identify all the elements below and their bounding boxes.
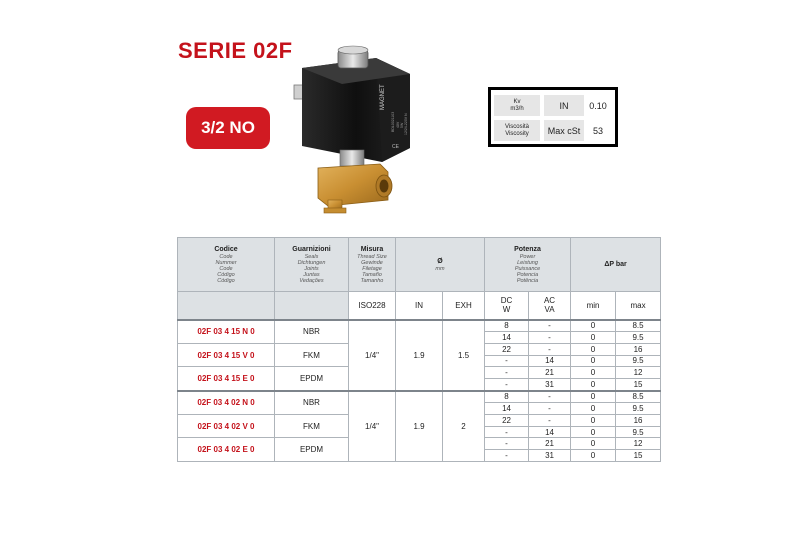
header-size-lang: Gewinde <box>361 259 383 266</box>
product-code: 02F 03 4 02 E 0 <box>178 438 275 461</box>
spec-table-body <box>178 320 661 462</box>
seal-material: FKM <box>275 343 349 366</box>
header-seals-lang: Dichtungen <box>297 259 326 266</box>
dp-max: 9.5 <box>616 403 661 415</box>
product-code: 02F 03 4 02 N 0 <box>178 391 275 415</box>
power-ac: - <box>529 343 571 355</box>
subheader-ac-bottom: VA <box>544 305 555 315</box>
header-code-main: Codice <box>214 245 238 253</box>
power-ac: 21 <box>529 367 571 379</box>
header-size-main: Misura <box>360 245 384 253</box>
viscosity-key: Max cSt <box>544 120 584 141</box>
power-dc: 8 <box>485 320 529 332</box>
kv-viscosity-box <box>488 87 618 147</box>
dp-max: 16 <box>616 415 661 427</box>
table-row <box>178 391 661 403</box>
header-code-lang: Code <box>219 253 233 260</box>
dp-min: 0 <box>571 378 616 390</box>
dp-max: 15 <box>616 378 661 390</box>
power-dc: - <box>485 450 529 462</box>
coil-brand-text: MAGNET <box>380 84 386 110</box>
dp-max: 8.5 <box>616 320 661 332</box>
header-power <box>485 238 571 292</box>
power-ac: 14 <box>529 426 571 438</box>
power-ac: - <box>529 332 571 344</box>
header-power-main: Potenza <box>514 245 541 253</box>
orifice-in: 1.9 <box>396 320 443 391</box>
dp-min: 0 <box>571 320 616 332</box>
product-code: 02F 03 4 02 V 0 <box>178 415 275 438</box>
viscosity-row <box>494 118 612 143</box>
dp-min: 0 <box>571 450 616 462</box>
power-ac: - <box>529 403 571 415</box>
product-code: 02F 03 4 15 V 0 <box>178 343 275 366</box>
header-size-lang: Tamanho <box>360 277 384 284</box>
header-power-lang: Potencia <box>516 271 539 278</box>
power-dc: 22 <box>485 343 529 355</box>
orifice-in: 1.9 <box>396 391 443 462</box>
table-header-row <box>178 238 661 292</box>
subheader-iso: ISO228 <box>349 292 396 320</box>
viscosity-label-line2: Viscosity <box>505 130 529 137</box>
product-code: 02F 03 4 15 N 0 <box>178 320 275 344</box>
header-size-lang: Tamaño <box>362 271 382 278</box>
solenoid-valve-image <box>288 40 418 215</box>
power-dc: 14 <box>485 403 529 415</box>
dp-min: 0 <box>571 415 616 427</box>
subheader-min: min <box>571 292 616 320</box>
header-power-lang: Potência <box>516 277 539 284</box>
power-ac: 21 <box>529 438 571 450</box>
power-dc: - <box>485 438 529 450</box>
dp-min: 0 <box>571 391 616 403</box>
thread-size: 1/4" <box>349 320 396 391</box>
kv-row <box>494 93 612 118</box>
subheader-dc-bottom: W <box>502 305 511 315</box>
kv-label-line2: m3/h <box>510 105 524 112</box>
header-code-lang: Code <box>219 265 233 272</box>
seal-material: NBR <box>275 320 349 344</box>
header-power-lang: Puissance <box>514 265 541 272</box>
type-badge: 3/2 NO <box>186 107 270 149</box>
serie-title: SERIE 02F <box>178 38 293 63</box>
header-delta-p <box>571 238 661 292</box>
subheader-empty <box>275 292 349 320</box>
header-diameter-main: Ø <box>437 257 443 265</box>
viscosity-label-line1: Viscosità <box>505 123 529 130</box>
header-seals-lang: Vedações <box>299 277 324 284</box>
header-diameter-unit: mm <box>435 265 445 272</box>
header-size-lang: Thread Size <box>357 253 387 260</box>
subheader-max: max <box>616 292 661 320</box>
power-dc: - <box>485 367 529 379</box>
power-dc: - <box>485 355 529 367</box>
header-power-lang: Power <box>519 253 536 260</box>
header-diameter <box>396 238 485 292</box>
power-ac: - <box>529 415 571 427</box>
header-seals-lang: Seals <box>304 253 319 260</box>
dp-min: 0 <box>571 438 616 450</box>
header-code-lang: Código <box>217 271 235 278</box>
seal-material: FKM <box>275 415 349 438</box>
power-dc: 22 <box>485 415 529 427</box>
seal-material: EPDM <box>275 367 349 391</box>
power-ac: - <box>529 391 571 403</box>
dp-max: 15 <box>616 450 661 462</box>
power-ac: 31 <box>529 450 571 462</box>
power-ac: 14 <box>529 355 571 367</box>
dp-min: 0 <box>571 403 616 415</box>
dp-max: 8.5 <box>616 391 661 403</box>
header-code <box>178 238 275 292</box>
subheader-ac-top: AC <box>543 296 556 306</box>
power-ac: 31 <box>529 378 571 390</box>
thread-size: 1/4" <box>349 391 396 462</box>
header-seals-lang: Juntas <box>303 271 320 278</box>
kv-label <box>494 95 540 116</box>
product-code: 02F 03 4 15 E 0 <box>178 367 275 391</box>
kv-key: IN <box>544 95 584 116</box>
spec-table <box>177 237 661 462</box>
viscosity-label <box>494 120 540 141</box>
dp-min: 0 <box>571 343 616 355</box>
dp-min: 0 <box>571 367 616 379</box>
kv-value: 0.10 <box>589 100 607 111</box>
header-size <box>349 238 396 292</box>
header-size-lang: Filetage <box>362 265 382 272</box>
orifice-exh: 1.5 <box>443 320 485 391</box>
header-power-lang: Leistung <box>517 259 538 266</box>
dp-min: 0 <box>571 355 616 367</box>
power-dc: - <box>485 378 529 390</box>
power-ac: - <box>529 320 571 332</box>
ce-mark-icon: CE <box>392 144 399 150</box>
power-dc: 8 <box>485 391 529 403</box>
subheader-exh: EXH <box>443 292 485 320</box>
dp-max: 16 <box>616 343 661 355</box>
dp-max: 12 <box>616 367 661 379</box>
dp-min: 0 <box>571 332 616 344</box>
kv-label-line1: Kv <box>513 98 521 105</box>
seal-material: NBR <box>275 391 349 415</box>
coil-text-3: 5W <box>400 122 404 128</box>
dp-max: 9.5 <box>616 426 661 438</box>
header-delta-p-main: ΔP bar <box>604 260 627 268</box>
header-seals-lang: Joints <box>304 265 319 272</box>
seal-material: EPDM <box>275 438 349 461</box>
dp-max: 9.5 <box>616 332 661 344</box>
subheader-dc <box>485 292 529 320</box>
subheader-ac <box>529 292 571 320</box>
dp-min: 0 <box>571 426 616 438</box>
dp-max: 9.5 <box>616 355 661 367</box>
header-code-lang: Nummer <box>215 259 237 266</box>
dp-max: 12 <box>616 438 661 450</box>
power-dc: 14 <box>485 332 529 344</box>
orifice-exh: 2 <box>443 391 485 462</box>
power-dc: - <box>485 426 529 438</box>
table-row <box>178 320 661 332</box>
coil-text-1: BDL0021103 <box>391 111 395 132</box>
header-seals <box>275 238 349 292</box>
subheader-in: IN <box>396 292 443 320</box>
coil-text-4: 12/24-220V N <box>404 113 408 135</box>
coil-text-2: 48V <box>396 121 400 128</box>
table-subheader-row <box>178 292 661 320</box>
subheader-dc-top: DC <box>500 296 513 306</box>
viscosity-value: 53 <box>592 125 603 136</box>
subheader-empty <box>178 292 275 320</box>
header-code-lang: Código <box>217 277 235 284</box>
header-seals-main: Guarnizioni <box>292 245 331 253</box>
